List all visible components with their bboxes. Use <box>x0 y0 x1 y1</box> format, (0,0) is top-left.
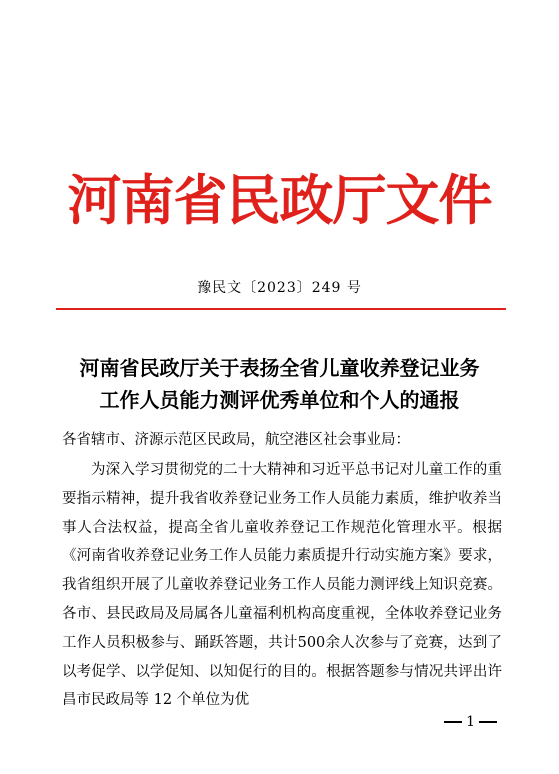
notice-title-line-2: 工作人员能力测评优秀单位和个人的通报 <box>99 388 460 412</box>
notice-title-line-1: 河南省民政厅关于表扬全省儿童收养登记业务 <box>79 356 480 380</box>
page-number-dash-right <box>479 721 497 723</box>
page-number <box>444 712 497 732</box>
header-red-rule <box>56 308 506 310</box>
notice-salutation: 各省辖市、济源示范区民政局，航空港区社会事业局： <box>62 432 410 448</box>
page-number-value: 1 <box>466 714 475 730</box>
document-header-title: 河南省民政厅文件 <box>67 168 492 232</box>
notice-body-paragraph: 为深入学习贯彻党的二十大精神和习近平总书记对儿童工作的重要指示精神，提升我省收养登记业务工作人员能力素质，维护收养当事人合法权益，提高全省儿童收养登记工作规范化管理水平。根据《河南省收养登记业务工作人员能力素质提升行动实施方案》要求，我省组织开展了儿童收养登记业务工作人员能力测评线上知识竞赛。各市、县民政局及局属各儿童福利机构高度重视，全体收养登记业务工作人员积极参与、踊跃答题，共计500余人次参与了竞赛，达到了以考促学、以学促知、以知促行的目的。根据答题参与情况共评出许昌市民政局等 12 个单位为优 <box>62 462 502 709</box>
document-number: 豫民文〔2023〕249 号 <box>197 280 362 296</box>
notice-title <box>40 352 519 416</box>
page-number-dash-left <box>444 721 462 723</box>
